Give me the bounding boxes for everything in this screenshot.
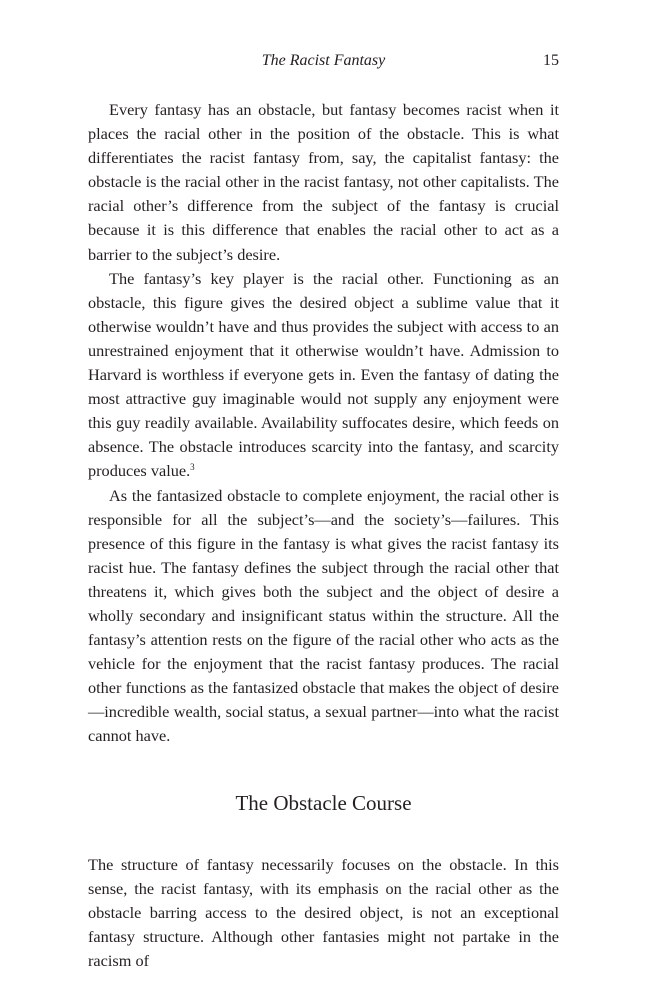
body-text xyxy=(88,98,559,973)
paragraph-1 xyxy=(88,98,559,267)
page-number: 15 xyxy=(543,52,559,69)
paragraph-2-text: The fantasy’s key player is the racial other. Functioning as an obstacle, this figure gives the desired object a sublime value that it otherwise wouldn’t have and thus provides the subject with access to an unrestrained enjoyment that it otherwise wouldn’t have. Admission to Harvard is worthless if everyone gets in. Even the fantasy of dating the most attractive guy imaginable would not supply any enjoyment were this guy readily available. Availability suffocates desire, which feeds on absence. The obstacle introduces scarcity into the fantasy, and scarcity produces value. xyxy=(88,268,559,481)
paragraph-1-text: Every fantasy has an obstacle, but fantasy becomes racist when it places the racial other in the position of the obstacle. This is what differentiates the racist fantasy from, say, the capitalist fantasy: the obstacle is the racial other in the racist fantasy, not other capitalists. The racial other’s difference from the subject of the fantasy is crucial because it is this difference that enables the racial other to act as a barrier to the subject’s desire. xyxy=(88,100,559,264)
paragraph-2 xyxy=(88,267,559,484)
section-paragraph xyxy=(88,853,559,973)
section-paragraph-text: The structure of fantasy necessarily focuses on the obstacle. In this sense, the racist fantasy, with its emphasis on the racial other as the obstacle barring access to the desired object, is not an exceptional fantasy structure. Although other fantasies might not partake in the racism of xyxy=(88,854,559,970)
section-heading: The Obstacle Course xyxy=(235,790,412,815)
footnote-marker[interactable]: 3 xyxy=(190,462,195,473)
paragraph-3 xyxy=(88,484,559,749)
page-header xyxy=(88,49,559,73)
paragraph-3-text: As the fantasized obstacle to complete enjoyment, the racial other is responsible for all the subject’s—and the society’s—failures. This presence of this figure in the fantasy is what gives the racist fantasy its racist hue. The fantasy defines the subject through the racial other that threatens it, which gives both the subject and the object of desire a wholly secondary and insignificant status within the structure. All the fantasy’s attention rests on the figure of the racial other who acts as the vehicle for the enjoyment that the racist fantasy produces. The racial other functions as the fantasized obstacle that makes the object of desire—incredible wealth, social status, a sexual partner—into what the racist cannot have. xyxy=(88,485,559,746)
running-title: The Racist Fantasy xyxy=(261,52,386,69)
